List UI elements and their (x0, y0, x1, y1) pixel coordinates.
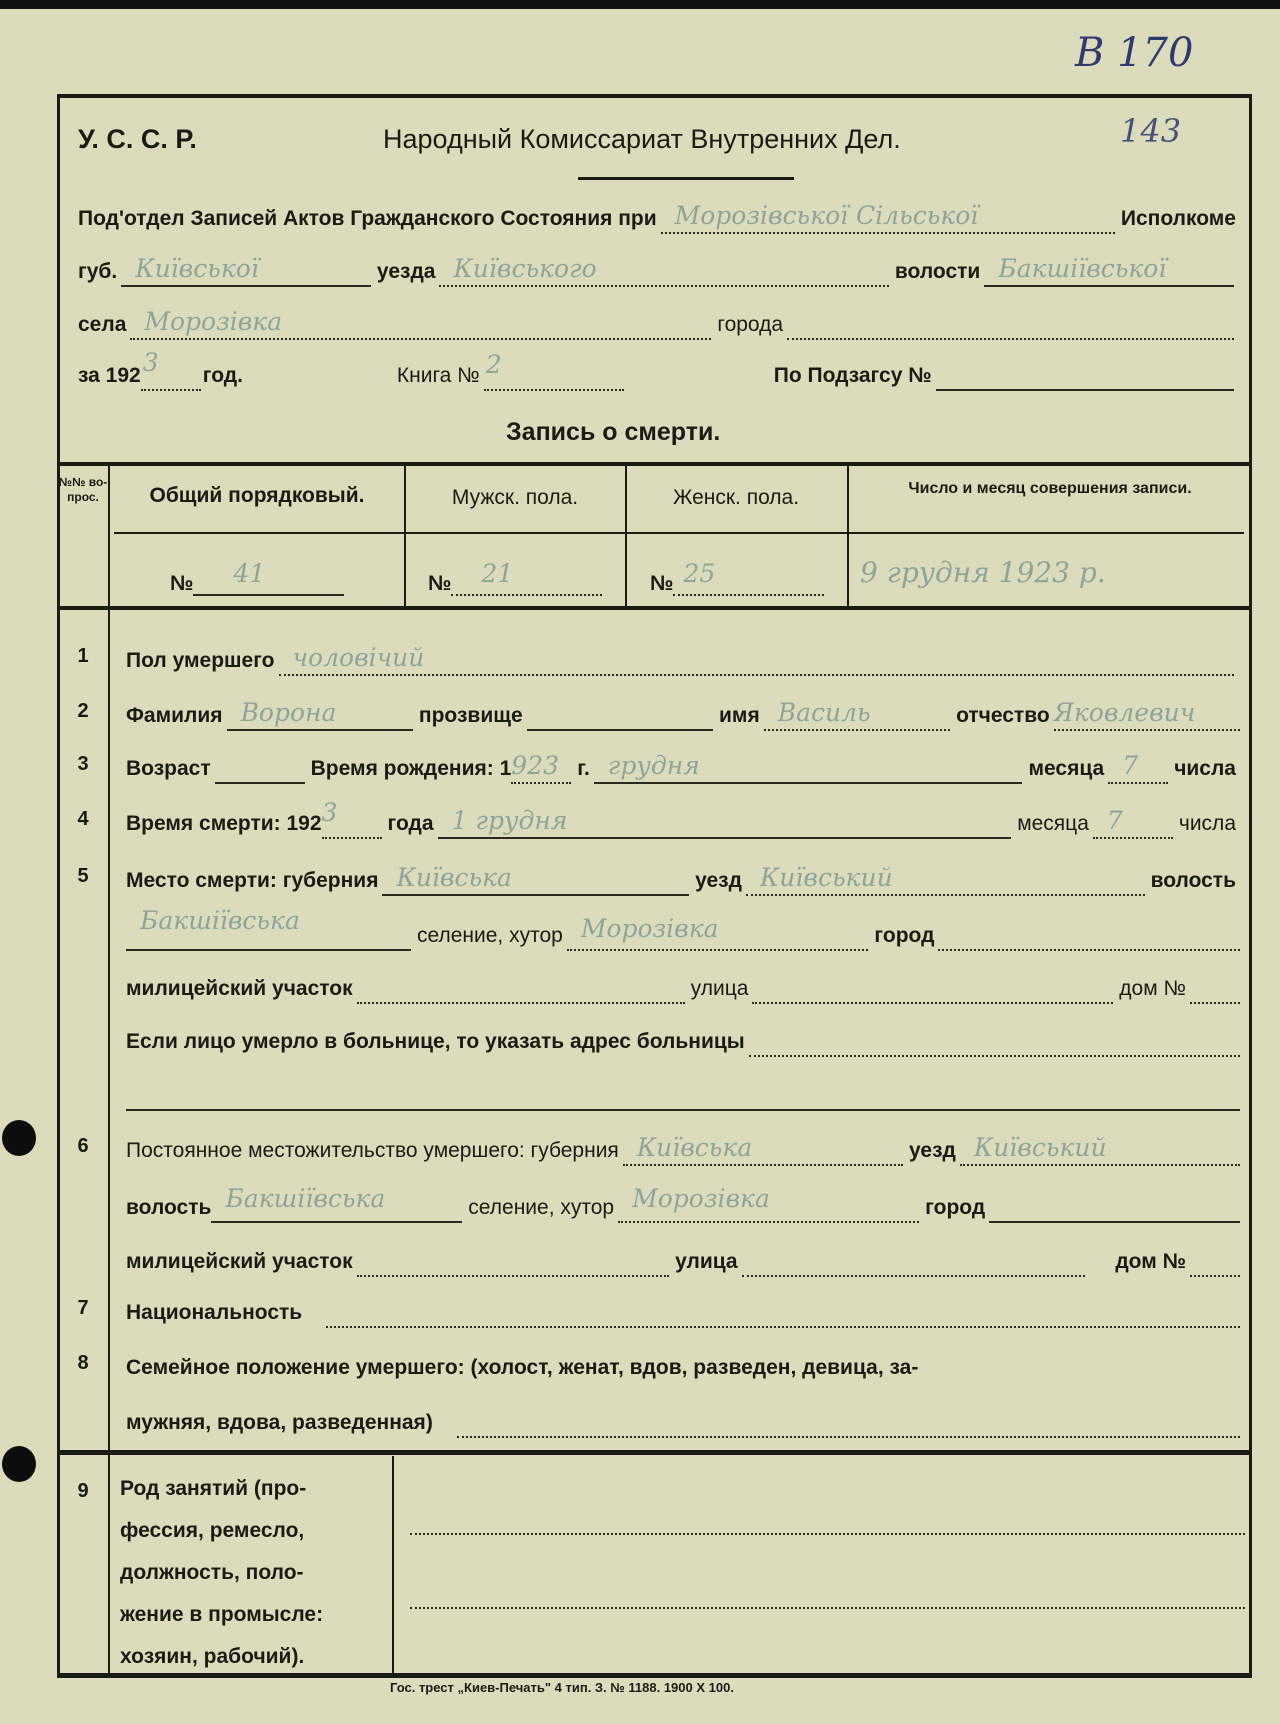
res-uezd-value: Київський (973, 1133, 1107, 1162)
occupation-line: фессия, ремесло, (120, 1519, 305, 1542)
general-no-line (193, 559, 344, 596)
subdept-value: Морозівської Сільської (674, 201, 979, 230)
year-field (141, 348, 201, 391)
uezd-field (439, 254, 888, 287)
name-label: имя (719, 704, 760, 727)
house-field (1190, 974, 1240, 1004)
place-city-field (938, 921, 1240, 951)
col-divider (847, 464, 849, 608)
qnum-header: №№ во- прос. (58, 475, 108, 504)
book-label: Книга № (396, 364, 480, 387)
birth-day-field (1108, 751, 1168, 784)
city-label: город (925, 1196, 986, 1219)
place-village-field (567, 914, 869, 951)
street-label: улица (675, 1250, 738, 1273)
q-number: 8 (77, 1352, 89, 1374)
day-label: числа (1174, 757, 1236, 780)
sex-field (279, 643, 1235, 676)
nationality-field (326, 1298, 1240, 1328)
militia-field (357, 974, 685, 1004)
month-label: месяца (1017, 812, 1089, 835)
no-sign: № (428, 572, 452, 595)
patronymic-value: Яковлевич (1053, 698, 1196, 727)
volost-label: волость (1150, 869, 1236, 892)
q3-age-birth (126, 750, 1240, 784)
birth-month-value: грудня (607, 751, 700, 780)
subdept-row (78, 200, 1240, 234)
period-row (78, 348, 1240, 391)
place-uezd-value: Київський (759, 863, 893, 892)
surname-value: Ворона (240, 698, 337, 727)
surname-field (227, 698, 413, 731)
birth-year-value: 923 (511, 751, 560, 780)
death-month-value: 1 грудня (451, 806, 568, 835)
nickname-label: прозвище (418, 704, 523, 727)
death-month-field (438, 806, 1012, 839)
marital-field (457, 1408, 1240, 1438)
q1-sex (126, 642, 1240, 676)
female-no-line (673, 559, 824, 596)
res-gub-value: Київська (636, 1133, 753, 1162)
punch-hole (2, 1120, 36, 1156)
ussr-label: У. С. С. Р. (78, 124, 197, 154)
gub-field (121, 254, 371, 287)
occupation-divider (392, 1456, 394, 1678)
q5-hospital-line2 (126, 1077, 1240, 1111)
village-label: селение, хутор (468, 1196, 615, 1219)
occupation-line: должность, поло- (120, 1561, 304, 1584)
q-number: 9 (77, 1480, 89, 1502)
occupation-field-2 (410, 1607, 1245, 1609)
nationality-label: Национальность (126, 1301, 303, 1324)
gub-label: губ. (78, 260, 118, 283)
q4-death-time (126, 798, 1240, 839)
q-number: 1 (77, 645, 89, 667)
record-title: Запись о смерти. (506, 418, 721, 446)
place-label: Место смерти: губерния (126, 869, 379, 892)
res-village-field (618, 1184, 919, 1223)
age-label: Возраст (126, 757, 211, 780)
birth-label: Время рождения: 1 (310, 757, 512, 780)
no-sign: № (170, 572, 194, 595)
q6-militia (126, 1243, 1240, 1277)
table-top-rule (57, 462, 1252, 466)
q-number: 6 (77, 1135, 89, 1157)
q-number: 4 (77, 808, 89, 830)
residence-label: Постоянное местожительство умершего: губерния (126, 1139, 619, 1162)
age-field (215, 754, 305, 784)
militia-label: милицейский участок (126, 1250, 353, 1273)
occupation-label (120, 1468, 382, 1678)
volost-field (984, 254, 1234, 287)
house-label: дом № (1115, 1250, 1186, 1273)
birth-month-field (594, 751, 1023, 784)
scan-edge (0, 0, 1280, 9)
punch-hole (2, 1446, 36, 1482)
day-label: числа (1178, 812, 1236, 835)
res-gub-field (623, 1133, 903, 1166)
q-number: 3 (77, 753, 89, 775)
hospital-field-2 (126, 1081, 1240, 1111)
book-field (484, 350, 624, 391)
occupation-line: Род занятий (про- (120, 1477, 307, 1500)
year-label: года (387, 812, 434, 835)
street-label: улица (690, 977, 749, 1000)
q5-militia (126, 970, 1240, 1004)
death-year-value: 3 (321, 798, 338, 827)
street-field (752, 974, 1113, 1004)
q8-marital-2 (126, 1404, 1240, 1438)
res-volost-field (211, 1184, 462, 1223)
house-label: дом № (1119, 977, 1186, 1000)
death-day-value: 7 (1106, 806, 1123, 835)
res-city-field (989, 1193, 1240, 1223)
q5-hospital (126, 1023, 1240, 1057)
death-label: Время смерти: 192 (126, 812, 322, 835)
q8-marital (126, 1349, 1240, 1383)
commissariat-title: Народный Комиссариат Внутренних Дел. (383, 124, 901, 154)
place-volost-value: Бакшіївська (140, 906, 300, 935)
selo-label: села (78, 313, 127, 336)
selo-field (130, 307, 711, 340)
ispolkom-label: Исполкоме (1120, 207, 1236, 230)
name-field (764, 698, 950, 731)
year-prefix: за 192 (78, 364, 141, 387)
volost-label: волости (894, 260, 981, 283)
female-no-field (650, 559, 830, 596)
month-label: месяца (1028, 757, 1105, 780)
podzags-label: По Подзагсу № (773, 364, 932, 387)
birth-year-field (511, 751, 571, 784)
col-male: Мужск. пола. (451, 486, 579, 509)
place-gub-field (382, 863, 689, 896)
birth-day-value: 7 (1122, 751, 1139, 780)
patronymic-label: отчество (956, 704, 1050, 727)
death-year-field (321, 798, 382, 839)
printer-imprint: Гос. трест „Киев-Печать" 4 тип. З. № 1188. 1900 X 100. (390, 1680, 734, 1695)
place-gub-value: Київська (396, 863, 512, 892)
podzags-field (936, 361, 1234, 391)
nickname-field (527, 701, 713, 731)
hospital-label: Если лицо умерло в больнице, то указать адрес больницы (126, 1030, 745, 1053)
title-underline (578, 177, 794, 180)
volost-value: Бакшіївської (998, 254, 1167, 283)
uezd-label: уезд (695, 869, 742, 892)
q5-place (126, 862, 1240, 896)
death-day-field (1093, 806, 1173, 839)
gorod-label: города (717, 313, 784, 336)
city-label: город (874, 924, 935, 947)
male-no-field (428, 559, 608, 596)
male-no-value: 21 (481, 559, 514, 588)
gub-row (78, 253, 1240, 287)
header-divider (114, 532, 1244, 534)
sex-value: чоловічий (292, 643, 425, 672)
gorod-field (787, 310, 1234, 340)
q-number: 2 (77, 700, 89, 722)
occupation-line: хозяин, рабочий). (120, 1645, 305, 1668)
g-label: г. (577, 757, 590, 780)
place-village-value: Морозівка (580, 914, 719, 943)
subdept-field (661, 201, 1115, 234)
q5-village (126, 906, 1240, 951)
col-general: Общий порядковый. (149, 484, 365, 507)
res-militia-field (357, 1247, 669, 1277)
col-record-date: Число и месяц совершения записи. (908, 480, 1192, 497)
year-suffix: год. (202, 364, 243, 387)
year-value: 3 (142, 348, 159, 377)
occupation-field (410, 1533, 1245, 1535)
female-no-value: 25 (683, 559, 716, 588)
hospital-field (749, 1027, 1240, 1057)
q2-name (126, 697, 1240, 731)
res-volost-value: Бакшіївська (225, 1184, 386, 1213)
volost-label: волость (126, 1196, 212, 1219)
name-value: Василь (777, 698, 871, 727)
record-date-value: 9 грудня 1923 р. (860, 556, 1106, 589)
uezd-label: уезда (376, 260, 436, 283)
general-no-value: 41 (233, 559, 266, 588)
archive-mark: В 170 (1075, 30, 1194, 76)
marital-label-2: мужняя, вдова, разведенная) (126, 1411, 433, 1434)
col-female: Женск. пола. (672, 486, 800, 509)
res-uezd-field (960, 1133, 1240, 1166)
general-no-field (170, 559, 350, 596)
res-village-value: Морозівка (632, 1184, 770, 1213)
section-rule (57, 1450, 1252, 1455)
sex-label: Пол умершего (126, 649, 275, 672)
qnum-column-rule (108, 464, 110, 1678)
no-sign: № (650, 572, 674, 595)
q-number: 7 (77, 1297, 89, 1319)
militia-label: милицейский участок (126, 977, 353, 1000)
place-volost-field (126, 906, 411, 951)
subdept-label: Под'отдел Записей Актов Гражданского Состояния при (78, 207, 657, 230)
village-label: селение, хутор (417, 924, 563, 947)
place-uezd-field (746, 863, 1145, 896)
selo-value: Морозівка (144, 307, 283, 336)
patronymic-field (1053, 698, 1240, 731)
table-bottom-rule (57, 606, 1252, 610)
q6-residence (126, 1132, 1240, 1166)
delo-number: 143 (1120, 112, 1182, 150)
surname-label: Фамилия (126, 704, 223, 727)
selo-row (78, 306, 1240, 340)
q-number: 5 (77, 865, 89, 887)
marital-label: Семейное положение умершего: (холост, женат, вдов, разведен, девица, за- (126, 1356, 919, 1379)
gub-value: Київської (135, 254, 259, 283)
res-street-field (742, 1247, 1086, 1277)
occupation-line: жение в промысле: (120, 1603, 324, 1626)
uezd-value: Київського (453, 254, 597, 283)
uezd-label: уезд (908, 1139, 956, 1162)
book-value: 2 (485, 350, 502, 379)
male-no-line (451, 559, 602, 596)
q7-nationality (126, 1294, 1240, 1328)
q6-village (126, 1184, 1240, 1223)
res-house-field (1190, 1247, 1240, 1277)
